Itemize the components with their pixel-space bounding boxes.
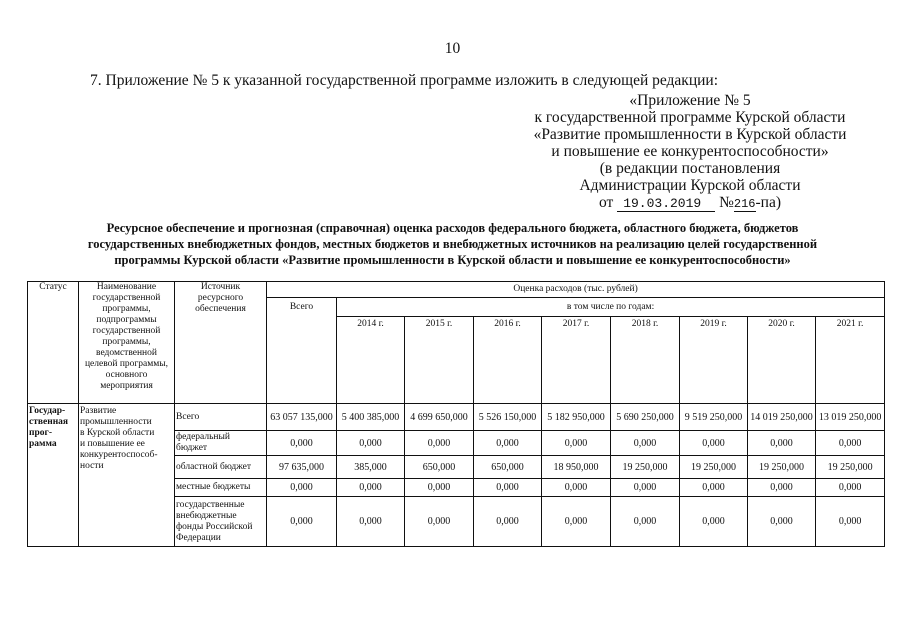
amount-value: 5 400 385,000 [337, 404, 405, 431]
amount-value: 19 250,000 [680, 456, 748, 479]
header-year: 2019 г. [680, 317, 748, 404]
table-title-line: программы Курской области «Развитие промышленности в Курской области и повышение ее конкурентоспособности» [114, 253, 791, 267]
appendix-header [515, 92, 865, 213]
amount-value: 0,000 [267, 431, 337, 456]
table-title-line: государственных внебюджетных фондов, местных бюджетов и внебюджетных источников на реализацию целей государственной [87, 237, 818, 251]
header-year: 2017 г. [542, 317, 611, 404]
amount-value: 19 250,000 [816, 456, 885, 479]
funding-source-label: Всего [175, 404, 267, 431]
amount-value: 0,000 [405, 431, 474, 456]
amount-value: 63 057 135,000 [267, 404, 337, 431]
header-row [28, 282, 885, 298]
decree-number: 216 [733, 197, 756, 211]
amount-value: 0,000 [748, 497, 816, 547]
funding-source-label: областной бюджет [175, 456, 267, 479]
table-body [28, 404, 885, 547]
amount-value: 19 250,000 [748, 456, 816, 479]
decree-date: 19.03.2019 [617, 196, 715, 212]
amount-value: 0,000 [267, 479, 337, 497]
amount-value: 5 690 250,000 [611, 404, 680, 431]
amount-value: 0,000 [474, 497, 542, 547]
amount-value: 0,000 [542, 479, 611, 497]
amount-value: 0,000 [611, 497, 680, 547]
amount-value: 0,000 [611, 479, 680, 497]
amount-value: 0,000 [680, 431, 748, 456]
funding-source-label: государственные внебюджетные фонды Российской Федерации [175, 497, 267, 547]
intro-line: 7. Приложение № 5 к указанной государственной программе изложить в следующей редакции: [90, 72, 719, 89]
header-year: 2015 г. [405, 317, 474, 404]
header-year: 2020 г. [748, 317, 816, 404]
appendix-line: к государственной программе Курской области [534, 109, 846, 126]
program-name: Развитие промышленности в Курской области и повышение ее конкурентоспособ- ности [79, 404, 175, 547]
amount-value: 14 019 250,000 [748, 404, 816, 431]
amount-value: 0,000 [337, 431, 405, 456]
header-funding-source: Источник ресурсного обеспечения [175, 282, 267, 404]
amount-value: 9 519 250,000 [680, 404, 748, 431]
table-row [28, 404, 885, 431]
amount-value: 0,000 [542, 431, 611, 456]
amount-value: 650,000 [405, 456, 474, 479]
date-prefix: от [599, 194, 614, 211]
amount-value: 0,000 [816, 431, 885, 456]
header-total: Всего [267, 298, 337, 404]
number-suffix: -па) [755, 194, 781, 211]
appendix-line: и повышение ее конкурентоспособности» [551, 143, 829, 160]
resource-table [27, 281, 885, 547]
amount-value: 0,000 [680, 479, 748, 497]
number-prefix: № [719, 194, 734, 211]
appendix-line: «Приложение № 5 [629, 92, 751, 109]
amount-value: 0,000 [748, 431, 816, 456]
amount-value: 0,000 [267, 497, 337, 547]
header-year: 2016 г. [474, 317, 542, 404]
table-title [0, 220, 905, 268]
amount-value: 0,000 [405, 497, 474, 547]
amount-value: 19 250,000 [611, 456, 680, 479]
amount-value: 0,000 [337, 497, 405, 547]
funding-source-label: федеральный бюджет [175, 431, 267, 456]
amount-value: 0,000 [748, 479, 816, 497]
amount-value: 650,000 [474, 456, 542, 479]
amount-value: 5 182 950,000 [542, 404, 611, 431]
page-number: 10 [444, 40, 461, 57]
header-year: 2021 г. [816, 317, 885, 404]
header-year: 2014 г. [337, 317, 405, 404]
table-title-line: Ресурсное обеспечение и прогнозная (справочная) оценка расходов федерального бюджета, областного бюджета, бюджетов [106, 221, 799, 235]
program-status: Государ- ственная прог- рамма [28, 404, 79, 547]
amount-value: 385,000 [337, 456, 405, 479]
amount-value: 13 019 250,000 [816, 404, 885, 431]
amount-value: 0,000 [405, 479, 474, 497]
appendix-line: Администрации Курской области [579, 177, 801, 194]
amount-value: 4 699 650,000 [405, 404, 474, 431]
amount-value: 0,000 [542, 497, 611, 547]
appendix-line: (в редакции постановления [599, 160, 781, 177]
appendix-line: «Развитие промышленности в Курской области [533, 126, 847, 143]
amount-value: 0,000 [816, 479, 885, 497]
header-program-name: Наименование государственной программы, подпрограммы государственной программы, ведомственной целевой программы, основного мероприятия [79, 282, 175, 404]
header-year: 2018 г. [611, 317, 680, 404]
funding-source-label: местные бюджеты [175, 479, 267, 497]
amount-value: 18 950,000 [542, 456, 611, 479]
amount-value: 0,000 [474, 479, 542, 497]
amount-value: 97 635,000 [267, 456, 337, 479]
header-expense-estimate: Оценка расходов (тыс. рублей) [267, 282, 885, 298]
header-status: Статус [28, 282, 79, 404]
appendix-date-line [515, 194, 865, 213]
amount-value: 0,000 [816, 497, 885, 547]
amount-value: 0,000 [337, 479, 405, 497]
amount-value: 0,000 [474, 431, 542, 456]
amount-value: 0,000 [611, 431, 680, 456]
amount-value: 0,000 [680, 497, 748, 547]
header-by-years: в том числе по годам: [337, 298, 885, 317]
amount-value: 5 526 150,000 [474, 404, 542, 431]
